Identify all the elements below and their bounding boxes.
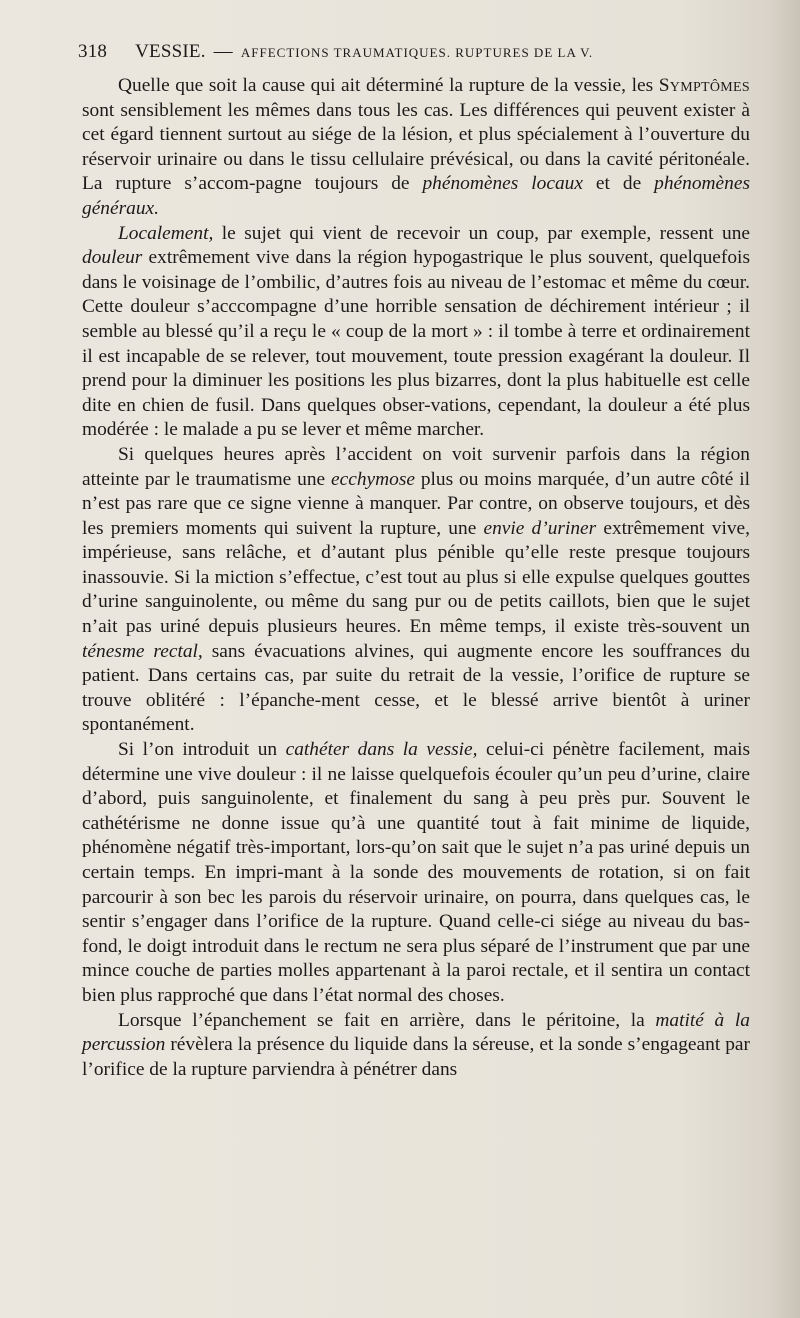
text-run: extrêmement vive, impérieuse, sans relâche, et d’autant plus pénible qu’elle reste presque toujours inassouvie. Si la miction s’effectue, c’est tout au plus si elle expulse quelques gouttes d’urine sanguinolente, ou même du sang pur ou de petits caillots, bien que le sujet n’ait pas uriné depuis plusieurs heures. En même temps, il existe très-souvent un: [82, 517, 750, 638]
text-run: celui-ci pénètre facilement, mais détermine une vive douleur : il ne laisse quelquefois écouler qu’un peu d’urine, claire d’abord, puis sanguinolente, et finalement du sang à peu près pur. Souvent le cathétérisme ne donne issue qu’à une quantité tout à fait minime de liquide, phénomène négatif très-important, lors-qu’on sait que le sujet n’a pas uriné depuis un certain temps. En impri-mant à la sonde des mouvements de rotation, si on fait parcourir à son bec les parois du réservoir urinaire, on pourra, dans quelques cas, le sentir s’engager dans l’orifice de la rupture. Quand celle-ci siége au niveau du bas-fond, le doigt introduit dans le rectum ne sera plus séparé de l’instrument que par une mince couche de parties molles appartenant à la paroi rectale, et il sentira un contact bien plus rapproché que dans l’état normal des choses.: [82, 739, 751, 1006]
page-number: 318: [78, 41, 108, 62]
text-run: le sujet qui vient de recevoir un coup, par exemple, ressent une: [213, 222, 750, 244]
running-subtitle: AFFECTIONS TRAUMATIQUES. RUPTURES DE LA V.: [240, 45, 594, 60]
text-run: plus ou moins marquée, d’un autre côté il n’est pas rare que ce signe vienne à manquer. Par contre, on observe toujours, et dès les premiers moments qui suivent la rupture, une: [82, 468, 750, 539]
text-run: Si quelques heures après l’accident on voit survenir parfois dans la région atteinte par le traumatisme une: [82, 443, 750, 490]
paragraph: [82, 222, 750, 443]
text-run-italic: Localement,: [118, 222, 214, 244]
text-run: Si l’on introduit un: [118, 739, 286, 761]
text-run: sans évacuations alvines, qui augmente encore les souffrances du patient. Dans certains cas, par suite du retrait de la vessie, l’orifice de rupture se trouve oblitéré : l’épanche-ment cesse, et le blessé arrive bientôt à uriner spontanément.: [82, 640, 750, 736]
text-run: Lorsque l’épanchement se fait en arrière, dans le péritoine, la: [118, 1009, 656, 1031]
text-run-italic: phénomènes généraux.: [82, 173, 751, 219]
text-run: extrêmement vive dans la région hypogastrique le plus souvent, quelquefois dans le voisinage de l’ombilic, d’autres fois au niveau de l’estomac et même du cœur. Cette douleur s’acccompagne d’une horrible sensation de déchirement intérieur ; il semble au blessé qu’il a reçu le « coup de la mort » : il tombe à terre et ordinairement il est incapable de se relever, tout mouvement, toute pression exagérant la douleur. Il prend pour la diminuer les positions les plus bizarres, dont la plus habituelle est celle dite en chien de fusil. Dans quelques obser-vations, cependant, la douleur a été plus modérée : le malade a pu se lever et même marcher.: [82, 247, 750, 441]
text-run: et de: [582, 173, 655, 195]
text-run-italic: ténesme rectal,: [82, 640, 203, 662]
paragraph: [82, 74, 750, 222]
text-run-smallcaps: Symptômes: [658, 75, 750, 96]
text-run-italic: matité à la percussion: [82, 1009, 750, 1056]
text-run: Quelle que soit la cause qui ait déterminé la rupture de la vessie, les: [118, 75, 659, 96]
text-run-italic: cathéter dans la vessie,: [285, 739, 478, 761]
text-run-italic: ecchymose: [331, 468, 415, 490]
text-run-italic: phénomènes locaux: [422, 173, 583, 195]
paragraph: [82, 738, 750, 1009]
running-head: [78, 40, 768, 65]
header-dash: —: [213, 41, 233, 62]
text-run-italic: envie d’uriner: [483, 517, 597, 539]
text-run-italic: douleur: [82, 247, 143, 269]
paragraph: [82, 1009, 750, 1083]
body-text: [82, 74, 750, 1082]
paragraph: [82, 443, 750, 738]
text-run: sont sensiblement les mêmes dans tous les cas. Les différences qui peuvent exister à cet égard tiennent surtout au siége de la lésion, et plus spécialement à l’ouverture du réservoir urinaire ou dans le tissu cellulaire prévésical, ou dans la cavité péritonéale. La rupture s’accom-pagne toujours de: [82, 99, 750, 195]
section-title: VESSIE.: [135, 41, 206, 62]
text-run: révèlera la présence du liquide dans la séreuse, et la sonde s’engageant par l’orifice de la rupture parviendra à pénétrer dans: [82, 1034, 750, 1080]
